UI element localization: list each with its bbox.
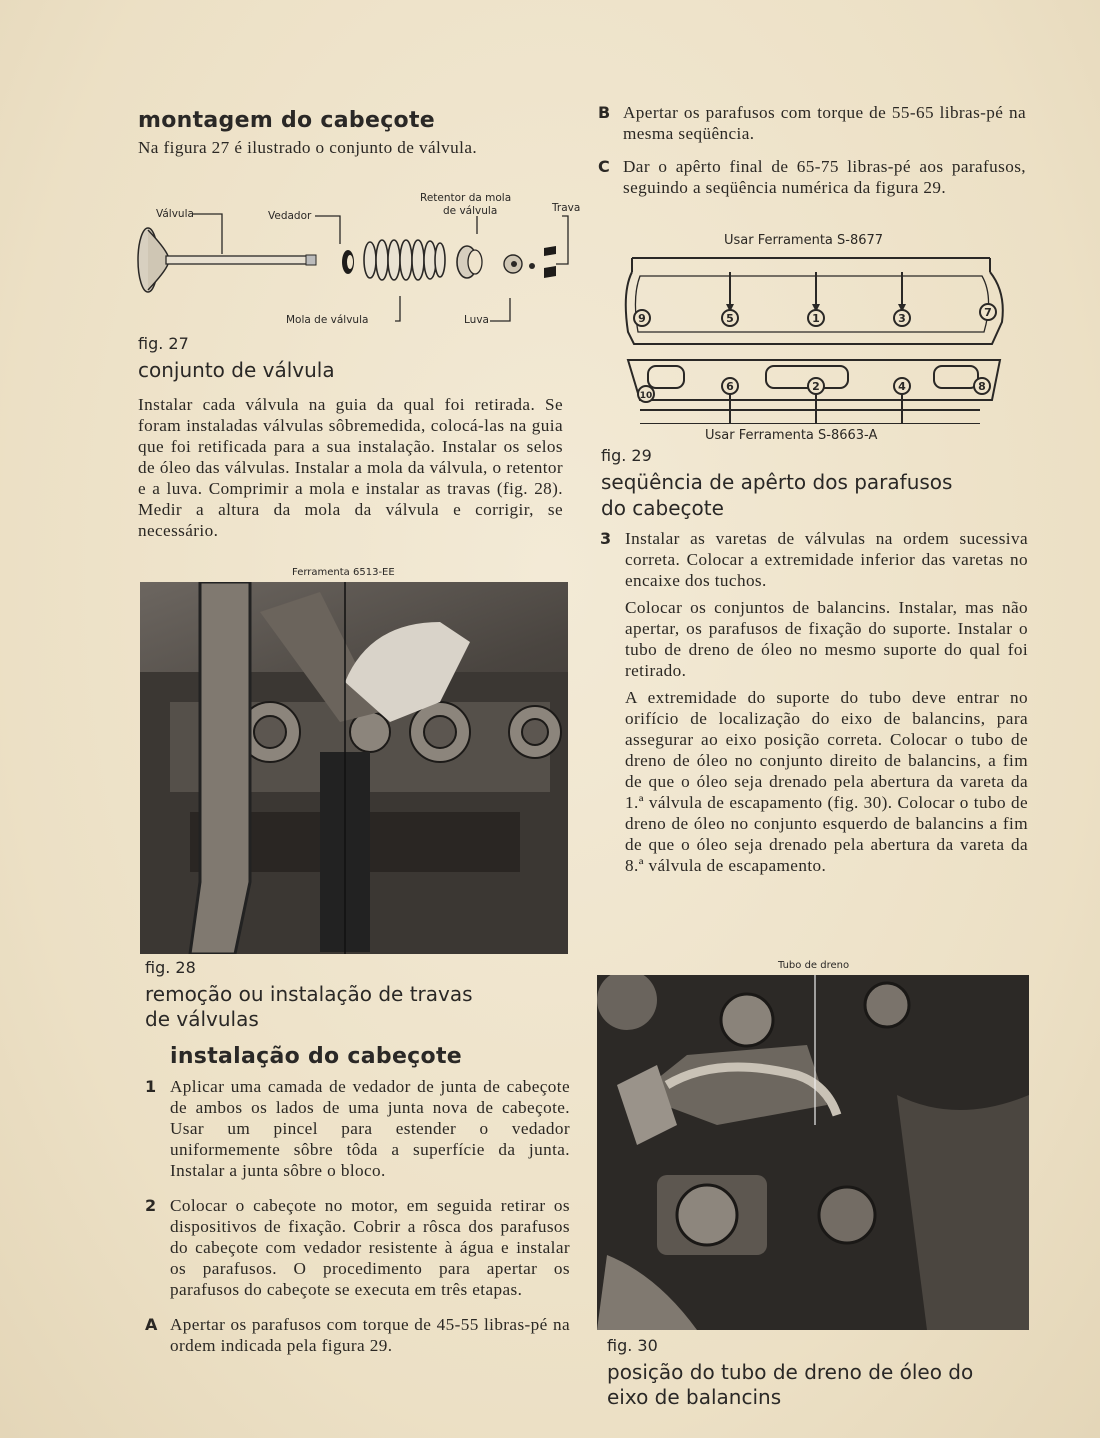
instalar-paragraph: Instalar cada válvula na guia da qual foi retirada. Se foram instaladas válvulas sôbremedida, colocá-las na guia que foi retificada para a sua instalação. Instalar os selos de óleo das válvulas. Instalar a mola da válvula, o retentor e a luva. Comprimir a mola e instalar as travas (fig. 28). Medir a altura da mola da válvula e corrigir, se necessário.	[138, 395, 563, 540]
step-text: Dar o apêrto final de 65-75 libras-pé aos parafusos, seguindo a seqüência numérica da figura 29.	[623, 157, 1026, 197]
step-number: 1	[145, 1077, 157, 1096]
fig30-tube-label: Tubo de dreno	[778, 960, 850, 971]
step-c	[598, 156, 1026, 198]
fig30-caption-line2: eixo de balancins	[607, 1385, 782, 1409]
step-1	[145, 1076, 570, 1181]
bolt-label-9: 9	[638, 312, 646, 325]
bolt-label-7: 7	[984, 306, 992, 319]
fig27-number: fig. 27	[138, 334, 189, 353]
bolt-label-5: 5	[726, 312, 734, 325]
step-3-paragraph-3: A extremidade do suporte do tubo deve entrar no orifício de localização do eixo de balancins, para assegurar ao eixo posição correta. Colocar o tubo de dreno de óleo no conjunto direito de balancins, a fim de que o óleo seja drenado pela abertura da vareta da 1.ª válvula de escapamento (fig. 30). Colocar o tubo de dreno de óleo no conjunto esquerdo de balancins a fim de que o óleo seja drenado pela abertura da vareta da 8.ª válvula de escapamento.	[625, 688, 1028, 875]
step-b	[598, 102, 1026, 144]
step-3-paragraph-2: Colocar os conjuntos de balancins. Instalar, mas não apertar, os parafusos de fixação do suporte. Instalar o tubo de dreno de óleo no mesmo suporte do qual foi retirado.	[625, 598, 1028, 680]
label-valvula: Válvula	[156, 208, 194, 220]
label-luva: Luva	[464, 314, 489, 326]
bolt-label-1: 1	[812, 312, 820, 325]
steps-b-c	[598, 102, 1026, 198]
label-retentor-2: de válvula	[443, 205, 498, 217]
fig27-caption: conjunto de válvula	[138, 358, 335, 382]
fig29-tool-bottom: Usar Ferramenta S-8663-A	[705, 428, 878, 443]
fig29-cylinder-head-drawing	[620, 252, 1010, 424]
step-number: B	[598, 103, 611, 122]
step-number: 3	[600, 529, 612, 548]
valve-assembly-drawing	[130, 186, 590, 336]
fig29-caption-line2: do cabeçote	[601, 496, 724, 520]
fig28-photo	[140, 582, 568, 954]
fig28-caption-line1: remoção ou instalação de travas	[145, 982, 473, 1006]
label-vedador: Vedador	[268, 210, 312, 222]
fig29-tool-top: Usar Ferramenta S-8677	[724, 233, 884, 248]
label-mola: Mola de válvula	[286, 314, 369, 326]
step-3-text	[625, 528, 1028, 876]
fig28-tool-label: Ferramenta 6513-EE	[292, 567, 395, 578]
fig30-caption-line1: posição do tubo de dreno de óleo do	[607, 1360, 974, 1384]
intro-paragraph: Na figura 27 é ilustrado o conjunto de válvula.	[138, 138, 478, 157]
rocker-arm-drain-tube-illustration	[597, 975, 1029, 1330]
label-retentor-1: Retentor da mola	[420, 192, 512, 204]
fig28-caption-line2: de válvulas	[145, 1007, 259, 1031]
fig28-number: fig. 28	[145, 958, 196, 977]
instalacao-steps	[145, 1076, 570, 1356]
step-3	[600, 528, 1028, 876]
step-text: Apertar os parafusos com torque de 55-65 libras-pé na mesma seqüência.	[623, 103, 1026, 143]
valve-spring-compressor-illustration	[140, 582, 568, 954]
step-number: 2	[145, 1196, 157, 1215]
label-trava: Trava	[552, 202, 581, 214]
step-text: Colocar o cabeçote no motor, em seguida retirar os dispositivos de fixação. Cobrir a rôsca dos parafusos do cabeçote com vedador resistente à água e instalar os parafusos. O procedimento para apertar os parafusos do cabeçote se executa em três etapas.	[170, 1196, 570, 1299]
bolt-label-2: 2	[812, 380, 820, 393]
step-3-paragraph-1: Instalar as varetas de válvulas na ordem sucessiva correta. Colocar a extremidade inferior das varetas no encaixe dos tuchos.	[625, 529, 1028, 590]
fig29-number: fig. 29	[601, 446, 652, 465]
heading-montagem: montagem do cabeçote	[138, 108, 435, 133]
bolt-label-4: 4	[898, 380, 906, 393]
valve-part	[138, 228, 316, 292]
step-3-block	[600, 528, 1028, 876]
heading-instalacao: instalação do cabeçote	[170, 1044, 462, 1069]
step-text: Apertar os parafusos com torque de 45-55 libras-pé na ordem indicada pela figura 29.	[170, 1315, 570, 1355]
step-a	[145, 1314, 570, 1356]
step-number: A	[145, 1315, 158, 1334]
fig30-number: fig. 30	[607, 1336, 658, 1355]
bolt-label-6: 6	[726, 380, 734, 393]
bolt-label-10: 10	[639, 391, 653, 401]
fig30-photo	[597, 975, 1029, 1330]
step-2	[145, 1195, 570, 1300]
fig27-diagram	[130, 186, 590, 336]
step-number: C	[598, 157, 611, 176]
fig29-caption-line1: seqüência de apêrto dos parafusos	[601, 470, 953, 494]
bolt-label-3: 3	[898, 312, 906, 325]
bolt-label-8: 8	[978, 380, 986, 393]
step-text: Aplicar uma camada de vedador de junta de cabeçote de ambos os lados de uma junta nova de cabeçote. Usar um pincel para estender o vedador uniformemente sôbre tôda a superfície da junta. Instalar a junta sôbre o bloco.	[170, 1077, 570, 1180]
